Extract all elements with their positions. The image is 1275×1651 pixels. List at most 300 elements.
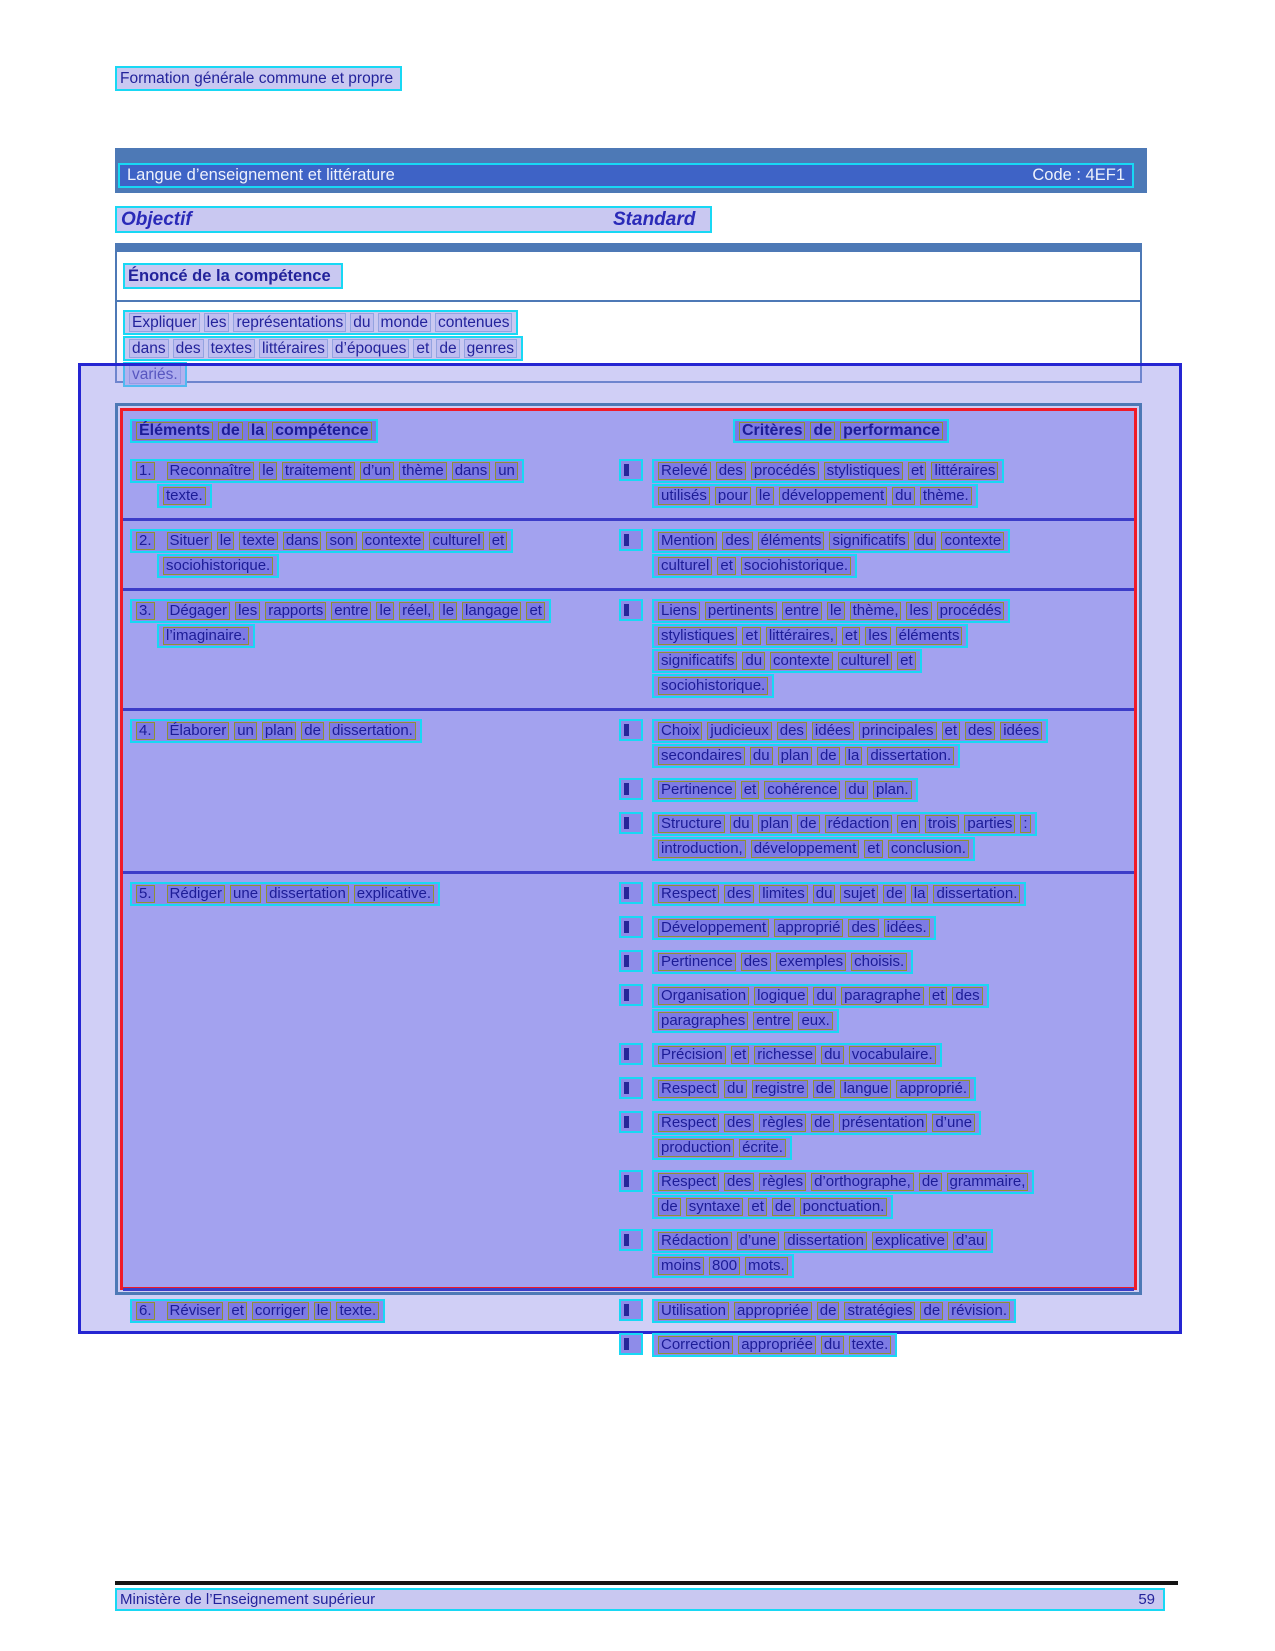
- word: contexte: [362, 532, 425, 550]
- word: sociohistorique.: [163, 557, 273, 575]
- word: Liens: [658, 602, 700, 620]
- criterion-text-line: [652, 554, 857, 578]
- table-row: [123, 1288, 1134, 1367]
- word: du: [813, 885, 836, 903]
- bullet-icon: [619, 1299, 643, 1321]
- criterion-text-line: [652, 1195, 893, 1219]
- word: conclusion.: [888, 840, 969, 858]
- element-text-line: [130, 882, 440, 906]
- criterion-lines: [652, 719, 1048, 769]
- word: littéraires,: [766, 627, 837, 645]
- word: les: [204, 313, 230, 332]
- word: des: [724, 885, 754, 903]
- word: langage: [462, 602, 521, 620]
- word: son: [326, 532, 356, 550]
- word: Dégager: [167, 602, 231, 620]
- criterion-text-line: [652, 1111, 981, 1135]
- enonce-title: Énoncé de la compétence: [123, 263, 343, 289]
- word: des: [173, 339, 204, 358]
- word: éléments: [758, 532, 825, 550]
- word: 800: [709, 1257, 740, 1275]
- word: de: [817, 1302, 840, 1320]
- enonce-text-line: [123, 336, 523, 361]
- word: et: [526, 602, 545, 620]
- table-row: [123, 708, 1134, 871]
- criterion-text-line: [652, 916, 936, 940]
- criterion-text-line: [652, 719, 1048, 743]
- word: le: [217, 532, 235, 550]
- word: secondaires: [658, 747, 745, 765]
- item-number: 1.: [136, 462, 155, 480]
- word: plan: [262, 722, 296, 740]
- criterion-text-line: [652, 1170, 1034, 1194]
- criterion-lines: [652, 1333, 897, 1358]
- word: la: [911, 885, 929, 903]
- word: sociohistorique.: [658, 677, 768, 695]
- criterion-lines: [652, 812, 1037, 862]
- word: littéraires: [259, 339, 328, 358]
- criterion-text-line: [652, 837, 975, 861]
- word: culturel: [838, 652, 892, 670]
- word: Expliquer: [129, 313, 200, 332]
- word: de: [883, 885, 906, 903]
- word: idées: [812, 722, 854, 740]
- word: développement: [779, 487, 888, 505]
- word: un: [495, 462, 518, 480]
- word: du: [813, 987, 836, 1005]
- word: et: [929, 987, 948, 1005]
- element-cell: [123, 719, 617, 871]
- word: Développement: [658, 919, 769, 937]
- criterion-text-line: [652, 1043, 942, 1067]
- word: des: [777, 722, 807, 740]
- criteria-cell: [617, 459, 1134, 518]
- criterion-text-line: [652, 1136, 792, 1160]
- word: grammaire,: [947, 1173, 1029, 1191]
- word: Respect: [658, 885, 719, 903]
- word: des: [965, 722, 995, 740]
- word: textes: [208, 339, 255, 358]
- criterion-lines: [652, 950, 913, 975]
- table-row: [123, 871, 1134, 1288]
- item-number: 2.: [136, 532, 155, 550]
- enonce-text-line: [123, 310, 518, 335]
- criterion-text-line: [652, 744, 960, 768]
- element-text-line: [130, 459, 524, 483]
- criterion-text-line: [652, 950, 913, 974]
- table-row: [123, 451, 1134, 518]
- word: appropriée: [738, 1336, 816, 1354]
- word: des: [722, 532, 752, 550]
- criterion-lines: [652, 1299, 1016, 1324]
- item-number: 3.: [136, 602, 155, 620]
- word: principales: [859, 722, 937, 740]
- word: du: [821, 1046, 844, 1064]
- word: du: [821, 1336, 844, 1354]
- enonce-text-line: [123, 362, 187, 387]
- word: Reconnaître: [167, 462, 255, 480]
- word: corriger: [252, 1302, 309, 1320]
- word: Précision: [658, 1046, 726, 1064]
- word: sujet: [840, 885, 878, 903]
- word: d’un: [360, 462, 394, 480]
- element-cell: [123, 882, 617, 1288]
- header-band: [115, 148, 1147, 193]
- word: genres: [464, 339, 517, 358]
- word: registre: [752, 1080, 808, 1098]
- word: dissertation.: [867, 747, 954, 765]
- enonce-title-row: [117, 252, 1140, 302]
- word: entre: [753, 1012, 793, 1030]
- item-number: 5.: [136, 885, 155, 903]
- standard-heading: Standard: [613, 208, 696, 230]
- criterion-item: [619, 1111, 1134, 1161]
- criterion-lines: [652, 529, 1010, 579]
- criterion-text-line: [652, 484, 978, 508]
- column-header-elements: [130, 419, 378, 443]
- criterion-text-line: [652, 882, 1026, 906]
- bullet-icon: [619, 459, 643, 481]
- enonce-body: [117, 302, 1140, 387]
- criterion-lines: [652, 778, 918, 803]
- enonce-top-band: [117, 245, 1140, 252]
- column-header-criteres: [733, 419, 949, 443]
- bullet-icon: [619, 1111, 643, 1133]
- criterion-text-line: [652, 599, 1010, 623]
- element-cell: [123, 1299, 617, 1367]
- word: logique: [754, 987, 808, 1005]
- word: des: [716, 462, 746, 480]
- word: performance: [840, 422, 943, 440]
- criterion-item: [619, 599, 1134, 699]
- criterion-text-line: [652, 984, 989, 1008]
- word: et: [864, 840, 883, 858]
- word: et: [908, 462, 927, 480]
- header-cell-criteres: [617, 419, 1134, 451]
- word: judicieux: [707, 722, 771, 740]
- word: dans: [129, 339, 169, 358]
- word: et: [748, 1198, 767, 1216]
- footer-page-number: 59: [1138, 1591, 1155, 1608]
- word: du: [742, 652, 765, 670]
- word: éléments: [896, 627, 963, 645]
- word: limites: [759, 885, 808, 903]
- word: production: [658, 1139, 734, 1157]
- word: le: [376, 602, 394, 620]
- word: règles: [759, 1173, 806, 1191]
- bullet-icon: [619, 599, 643, 621]
- criterion-lines: [652, 1043, 942, 1068]
- word: du: [730, 815, 753, 833]
- criterion-text-line: [652, 1077, 976, 1101]
- word: Pertinence: [658, 781, 736, 799]
- word: stylistiques: [658, 627, 737, 645]
- word: et: [942, 722, 961, 740]
- word: Mention: [658, 532, 717, 550]
- criterion-item: [619, 459, 1134, 509]
- word: de: [919, 1173, 942, 1191]
- word: entre: [782, 602, 822, 620]
- word: de: [301, 722, 324, 740]
- program-label: Formation générale commune et propre: [115, 66, 402, 91]
- criterion-item: [619, 812, 1134, 862]
- word: eux.: [798, 1012, 832, 1030]
- word: cohérence: [764, 781, 840, 799]
- word: utilisés: [658, 487, 710, 505]
- word: la: [248, 422, 267, 440]
- table-red-annotation-border: [120, 408, 1137, 1353]
- word: du: [845, 781, 868, 799]
- word: Choix: [658, 722, 702, 740]
- word: Rédiger: [167, 885, 226, 903]
- word: de: [920, 1302, 943, 1320]
- footer-row: [115, 1588, 1165, 1611]
- bullet-icon: [619, 719, 643, 741]
- criterion-item: [619, 778, 1134, 803]
- word: du: [350, 313, 373, 332]
- word: appropriée: [734, 1302, 812, 1320]
- criterion-lines: [652, 1229, 993, 1279]
- word: la: [845, 747, 863, 765]
- discipline-title: Langue d’enseignement et littérature: [127, 166, 395, 184]
- word: du: [750, 747, 773, 765]
- criterion-item: [619, 529, 1134, 579]
- item-number: 6.: [136, 1302, 155, 1320]
- bullet-icon: [619, 1333, 643, 1355]
- element-text-line: [130, 599, 551, 623]
- word: en: [897, 815, 920, 833]
- word: idées: [1000, 722, 1042, 740]
- word: Respect: [658, 1114, 719, 1132]
- word: Réviser: [167, 1302, 224, 1320]
- word: réel,: [399, 602, 434, 620]
- criterion-text-line: [652, 778, 918, 802]
- criterion-item: [619, 950, 1134, 975]
- word: Élaborer: [167, 722, 230, 740]
- criterion-item: [619, 1229, 1134, 1279]
- word: des: [848, 919, 878, 937]
- word: le: [439, 602, 457, 620]
- criterion-text-line: [652, 529, 1010, 553]
- word: Respect: [658, 1080, 719, 1098]
- bullet-icon: [619, 812, 643, 834]
- word: texte.: [336, 1302, 379, 1320]
- word: d’époques: [332, 339, 410, 358]
- word: exemples: [776, 953, 846, 971]
- word: texte.: [163, 487, 206, 505]
- word: approprié: [774, 919, 843, 937]
- word: d’au: [953, 1232, 987, 1250]
- word: introduction,: [658, 840, 746, 858]
- word: dans: [452, 462, 491, 480]
- word: et: [731, 1046, 750, 1064]
- element-cell: [123, 599, 617, 708]
- word: Éléments: [136, 422, 213, 440]
- bullet-icon: [619, 984, 643, 1006]
- word: procédés: [937, 602, 1005, 620]
- word: et: [897, 652, 916, 670]
- criterion-text-line: [652, 1009, 839, 1033]
- criterion-lines: [652, 1111, 981, 1161]
- word: ponctuation.: [800, 1198, 888, 1216]
- word: thème: [399, 462, 447, 480]
- bullet-icon: [619, 882, 643, 904]
- word: plan.: [873, 781, 912, 799]
- word: plan: [758, 815, 792, 833]
- criterion-lines: [652, 459, 1004, 509]
- word: et: [717, 557, 736, 575]
- bullet-icon: [619, 1229, 643, 1251]
- word: le: [756, 487, 774, 505]
- criterion-lines: [652, 599, 1010, 699]
- criterion-text-line: [652, 649, 922, 673]
- element-text-line: [157, 484, 212, 508]
- competence-table: [115, 403, 1142, 1353]
- word: Critères: [739, 422, 805, 440]
- criterion-text-line: [652, 1254, 794, 1278]
- word: texte.: [849, 1336, 892, 1354]
- element-text-line: [157, 624, 255, 648]
- word: dissertation.: [933, 885, 1020, 903]
- bullet-icon: [619, 916, 643, 938]
- word: explicative.: [354, 885, 434, 903]
- word: dans: [283, 532, 322, 550]
- word: sociohistorique.: [741, 557, 851, 575]
- word: rédaction: [825, 815, 893, 833]
- element-text-line: [130, 719, 422, 743]
- criteria-cell: [617, 599, 1134, 708]
- word: langue: [840, 1080, 891, 1098]
- criterion-lines: [652, 1077, 976, 1102]
- word: révision.: [948, 1302, 1010, 1320]
- criteria-cell: [617, 529, 1134, 588]
- criteria-cell: [617, 719, 1134, 871]
- word: du: [914, 532, 937, 550]
- word: contenues: [435, 313, 513, 332]
- word: choisis.: [851, 953, 907, 971]
- word: règles: [759, 1114, 806, 1132]
- word: de: [218, 422, 243, 440]
- criterion-text-line: [652, 624, 968, 648]
- footer-ministry: Ministère de l’Enseignement supérieur: [120, 1591, 376, 1608]
- word: de: [810, 422, 835, 440]
- word: de: [772, 1198, 795, 1216]
- word: de: [436, 339, 459, 358]
- word: écrite.: [739, 1139, 786, 1157]
- word: et: [489, 532, 508, 550]
- bullet-icon: [619, 529, 643, 551]
- criterion-item: [619, 984, 1134, 1034]
- word: explicative: [872, 1232, 948, 1250]
- word: et: [742, 627, 761, 645]
- word: développement: [751, 840, 860, 858]
- criterion-lines: [652, 916, 936, 941]
- word: pour: [715, 487, 751, 505]
- word: le: [259, 462, 277, 480]
- word: paragraphes: [658, 1012, 748, 1030]
- criterion-item: [619, 1170, 1134, 1220]
- table-header-row: [123, 411, 1134, 451]
- word: Organisation: [658, 987, 749, 1005]
- course-code: Code : 4EF1: [1032, 166, 1125, 184]
- word: d’orthographe,: [811, 1173, 914, 1191]
- word: de: [813, 1080, 836, 1098]
- criterion-text-line: [652, 1299, 1016, 1323]
- word: une: [230, 885, 261, 903]
- criterion-item: [619, 916, 1134, 941]
- word: richesse: [754, 1046, 816, 1064]
- word: de: [797, 815, 820, 833]
- word: du: [724, 1080, 747, 1098]
- word: et: [228, 1302, 247, 1320]
- word: représentations: [233, 313, 346, 332]
- word: les: [235, 602, 260, 620]
- enonce-box: [115, 243, 1142, 383]
- word: Rédaction: [658, 1232, 732, 1250]
- word: et: [741, 781, 760, 799]
- word: rapports: [265, 602, 326, 620]
- element-text-line: [130, 529, 513, 553]
- bullet-icon: [619, 1170, 643, 1192]
- word: thème.: [920, 487, 972, 505]
- word: vocabulaire.: [849, 1046, 936, 1064]
- word: stratégies: [844, 1302, 915, 1320]
- table-row: [123, 518, 1134, 588]
- bullet-icon: [619, 950, 643, 972]
- criterion-text-line: [652, 674, 774, 698]
- word: Structure: [658, 815, 725, 833]
- word: des: [724, 1173, 754, 1191]
- criterion-item: [619, 1333, 1134, 1358]
- criterion-item: [619, 719, 1134, 769]
- word: présentation: [839, 1114, 928, 1132]
- word: Correction: [658, 1336, 733, 1354]
- word: compétence: [272, 422, 371, 440]
- word: dissertation: [266, 885, 349, 903]
- word: Situer: [167, 532, 212, 550]
- word: dissertation.: [329, 722, 416, 740]
- word: et: [413, 339, 432, 358]
- objectif-heading: Objectif: [121, 208, 192, 230]
- table-row: [123, 588, 1134, 708]
- word: littéraires: [931, 462, 998, 480]
- criterion-item: [619, 882, 1134, 907]
- header-band-highlight: [118, 163, 1134, 188]
- word: paragraphe: [841, 987, 924, 1005]
- word: des: [724, 1114, 754, 1132]
- word: de: [817, 747, 840, 765]
- word: traitement: [282, 462, 355, 480]
- word: de: [811, 1114, 834, 1132]
- word: contexte: [770, 652, 833, 670]
- word: culturel: [658, 557, 712, 575]
- word: significatifs: [829, 532, 908, 550]
- word: des: [952, 987, 982, 1005]
- criterion-item: [619, 1043, 1134, 1068]
- word: le: [314, 1302, 332, 1320]
- word: thème,: [850, 602, 902, 620]
- word: syntaxe: [686, 1198, 744, 1216]
- word: culturel: [429, 532, 483, 550]
- criterion-text-line: [652, 812, 1037, 836]
- word: :: [1020, 815, 1030, 833]
- word: trois: [925, 815, 959, 833]
- word: l’imaginaire.: [163, 627, 249, 645]
- word: parties: [964, 815, 1015, 833]
- word: Respect: [658, 1173, 719, 1191]
- criteria-cell: [617, 1299, 1134, 1367]
- element-text-line: [130, 1299, 385, 1323]
